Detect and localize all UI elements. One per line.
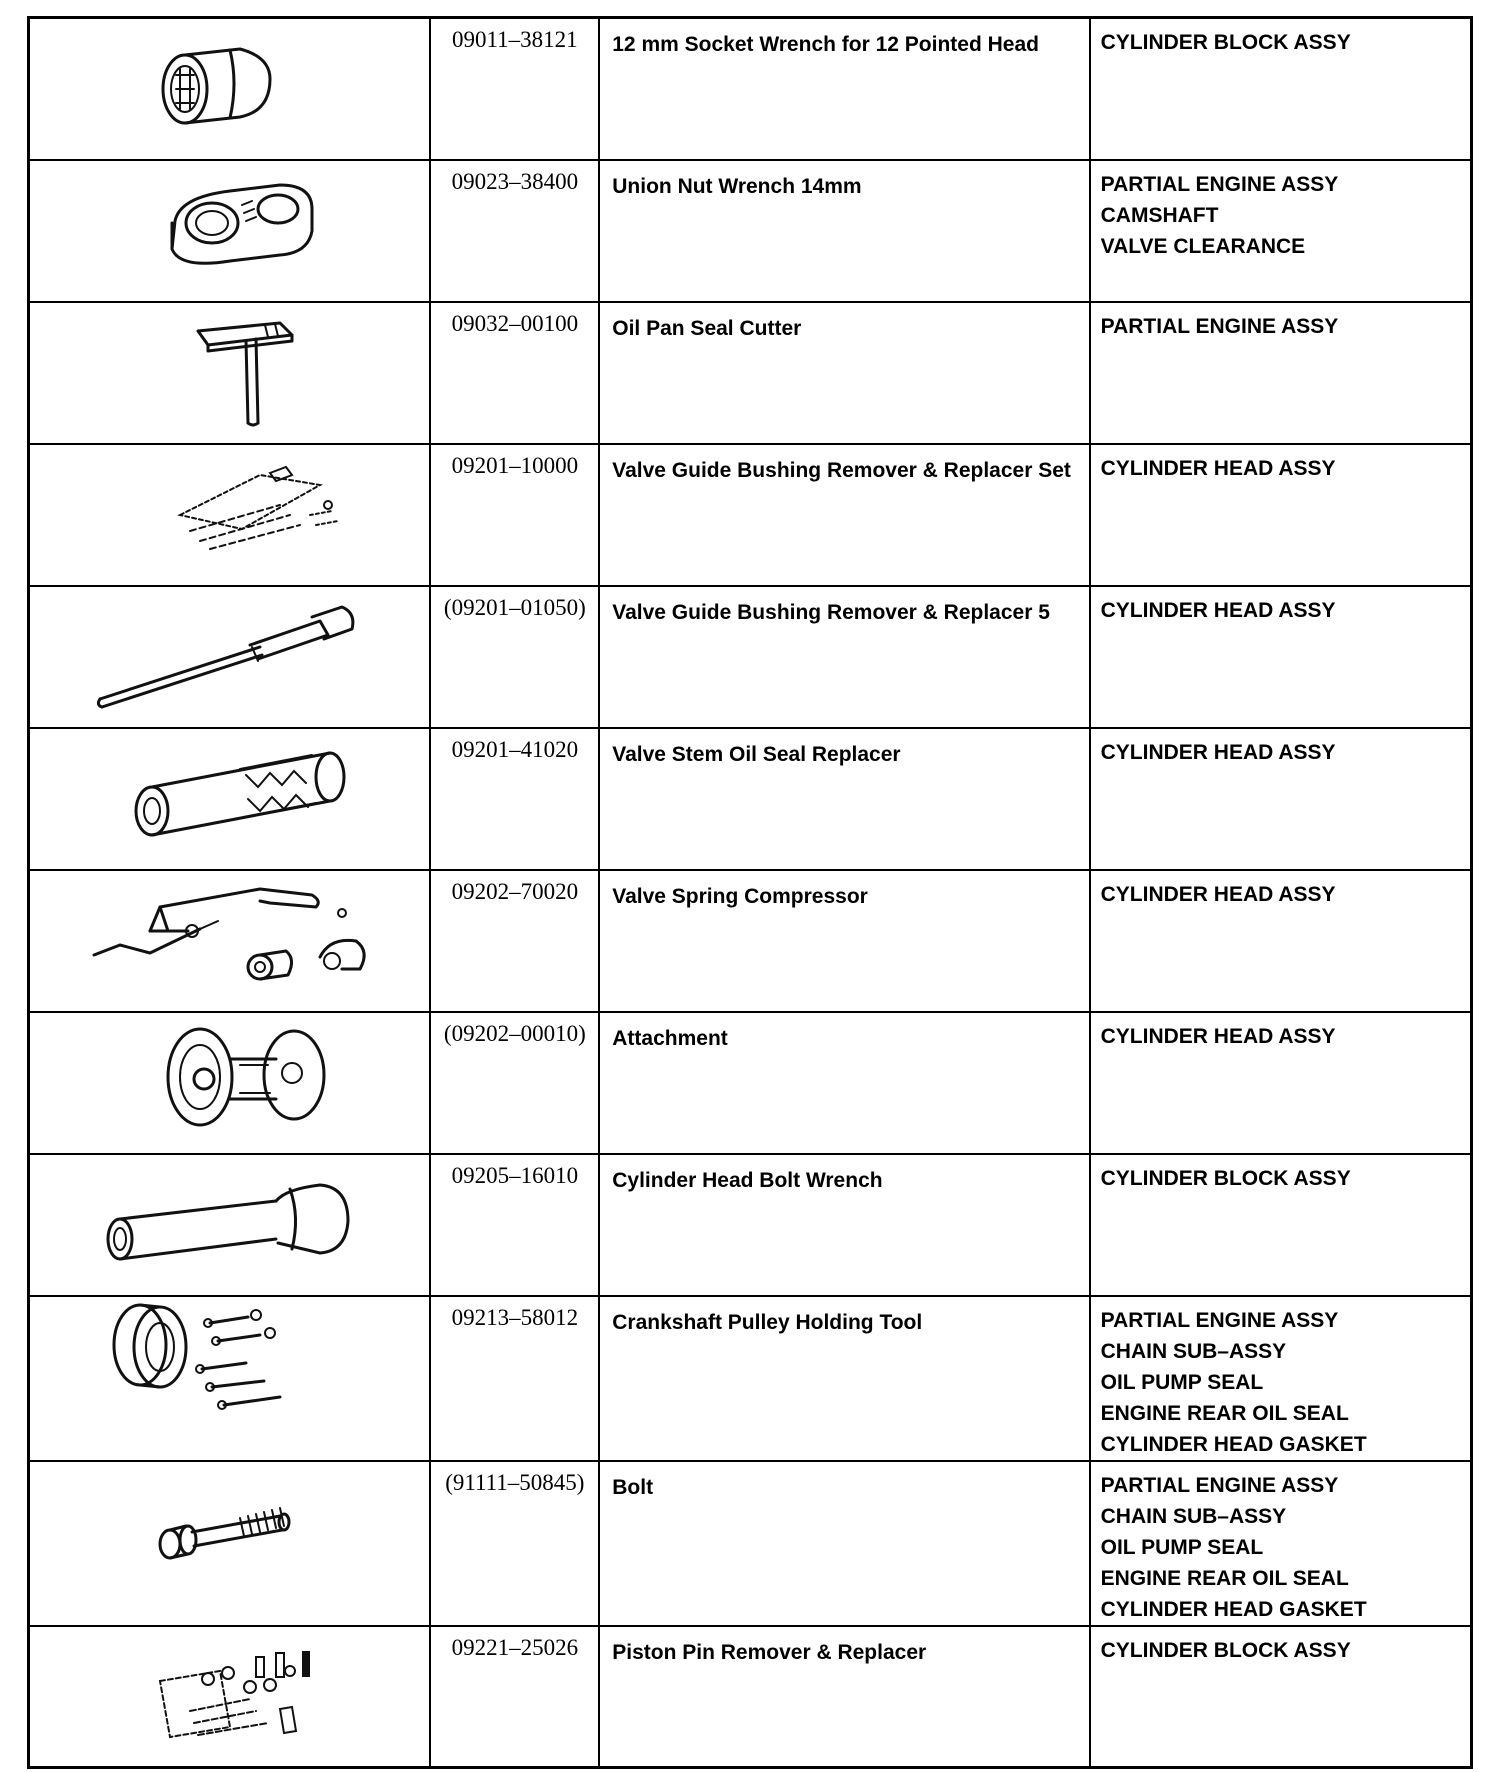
table-row xyxy=(29,728,1472,870)
part-number: 09201–10000 xyxy=(451,452,579,478)
used-for-list xyxy=(1091,161,1470,262)
attachment-illustration xyxy=(80,1013,380,1141)
special-service-tools-table xyxy=(27,16,1473,1769)
used-for-item: PARTIAL ENGINE ASSY xyxy=(1100,1473,1339,1497)
table-row xyxy=(29,870,1472,1012)
used-for-item: CYLINDER HEAD ASSY xyxy=(1100,598,1336,622)
part-name: Piston Pin Remover & Replacer xyxy=(612,1640,927,1664)
used-for-item: CYLINDER HEAD ASSY xyxy=(1100,1024,1336,1048)
used-for-list xyxy=(1091,445,1470,484)
part-name: Bolt xyxy=(612,1475,654,1499)
tool-illustration-cell xyxy=(29,728,431,870)
part-name: Union Nut Wrench 14mm xyxy=(612,174,862,198)
part-name: Attachment xyxy=(612,1026,728,1050)
used-for-item: CYLINDER HEAD ASSY xyxy=(1100,456,1336,480)
table-row xyxy=(29,1296,1472,1461)
part-number: 09201–41020 xyxy=(451,736,579,762)
used-for-list xyxy=(1091,729,1470,768)
tool-illustration-cell xyxy=(29,18,431,160)
used-for-item: ENGINE REAR OIL SEAL xyxy=(1100,1566,1349,1590)
used-for-item: ENGINE REAR OIL SEAL xyxy=(1100,1401,1349,1425)
used-for-item: PARTIAL ENGINE ASSY xyxy=(1100,172,1339,196)
socket-wrench-illustration xyxy=(80,19,380,147)
table-row xyxy=(29,1154,1472,1296)
used-for-item: CYLINDER BLOCK ASSY xyxy=(1100,1166,1351,1190)
part-number: 09205–16010 xyxy=(451,1162,579,1188)
table-row xyxy=(29,586,1472,728)
used-for-list xyxy=(1091,1013,1470,1052)
part-name: Crankshaft Pulley Holding Tool xyxy=(612,1310,923,1334)
pulley-holding-tool-illustration xyxy=(80,1297,380,1425)
used-for-list xyxy=(1091,587,1470,626)
table-row xyxy=(29,18,1472,160)
seal-cutter-illustration xyxy=(80,303,380,431)
used-for-list xyxy=(1091,1462,1470,1625)
head-bolt-wrench-illustration xyxy=(80,1155,380,1283)
table-row xyxy=(29,1012,1472,1154)
part-name: Valve Guide Bushing Remover & Replacer Set xyxy=(612,458,1071,482)
part-number: 09213–58012 xyxy=(451,1304,579,1330)
used-for-item: VALVE CLEARANCE xyxy=(1100,234,1306,258)
table-row xyxy=(29,1461,1472,1626)
used-for-list xyxy=(1091,1627,1470,1666)
used-for-item: CYLINDER HEAD ASSY xyxy=(1100,882,1336,906)
used-for-item: CYLINDER BLOCK ASSY xyxy=(1100,1638,1351,1662)
union-nut-wrench-illustration xyxy=(80,161,380,289)
used-for-item: PARTIAL ENGINE ASSY xyxy=(1100,1308,1339,1332)
used-for-list xyxy=(1091,871,1470,910)
tool-illustration-cell xyxy=(29,160,431,302)
part-name: Oil Pan Seal Cutter xyxy=(612,316,802,340)
part-number: 09011–38121 xyxy=(452,27,578,52)
tool-illustration-cell xyxy=(29,1296,431,1461)
part-name: Valve Stem Oil Seal Replacer xyxy=(612,742,901,766)
part-name: Cylinder Head Bolt Wrench xyxy=(612,1168,883,1192)
tool-illustration-cell xyxy=(29,1154,431,1296)
used-for-list xyxy=(1091,303,1470,342)
tool-illustration-cell xyxy=(29,586,431,728)
table-row xyxy=(29,1626,1472,1768)
used-for-item: PARTIAL ENGINE ASSY xyxy=(1100,314,1339,338)
part-number: 09202–70020 xyxy=(451,878,579,904)
used-for-item: CYLINDER BLOCK ASSY xyxy=(1100,31,1351,54)
part-number: (91111–50845) xyxy=(445,1469,585,1495)
used-for-item: CAMSHAFT xyxy=(1100,203,1219,227)
used-for-list xyxy=(1091,1297,1470,1460)
tool-illustration-cell xyxy=(29,870,431,1012)
part-name: Valve Spring Compressor xyxy=(612,884,868,908)
used-for-item: OIL PUMP SEAL xyxy=(1100,1370,1264,1394)
valve-spring-compressor-illustration xyxy=(80,871,380,999)
part-number: (09202–00010) xyxy=(443,1020,586,1046)
part-name: Valve Guide Bushing Remover & Replacer 5 xyxy=(612,600,1050,624)
used-for-item: OIL PUMP SEAL xyxy=(1100,1535,1264,1559)
remover-replacer-rod-illustration xyxy=(80,587,380,715)
tool-illustration-cell xyxy=(29,1626,431,1768)
tool-illustration-cell xyxy=(29,1012,431,1154)
part-number: 09221–25026 xyxy=(451,1634,579,1660)
oil-seal-replacer-illustration xyxy=(80,729,380,857)
part-number: 09032–00100 xyxy=(451,310,579,336)
part-number: (09201–01050) xyxy=(443,594,586,620)
part-number: 09023–38400 xyxy=(451,168,579,194)
used-for-item: CHAIN SUB–ASSY xyxy=(1100,1504,1287,1528)
table-row xyxy=(29,302,1472,444)
used-for-item: CHAIN SUB–ASSY xyxy=(1100,1339,1287,1363)
tool-illustration-cell xyxy=(29,444,431,586)
used-for-list xyxy=(1091,19,1470,58)
used-for-item: CYLINDER HEAD GASKET xyxy=(1100,1432,1367,1456)
bolt-illustration xyxy=(80,1462,380,1590)
bushing-set-illustration xyxy=(80,445,380,573)
tool-illustration-cell xyxy=(29,1461,431,1626)
used-for-item: CYLINDER HEAD GASKET xyxy=(1100,1597,1367,1621)
used-for-list xyxy=(1091,1155,1470,1194)
part-name: 12 mm Socket Wrench for 12 Pointed Head xyxy=(612,33,1039,56)
piston-pin-tool-set-illustration xyxy=(80,1627,380,1755)
tool-illustration-cell xyxy=(29,302,431,444)
table-row xyxy=(29,444,1472,586)
used-for-item: CYLINDER HEAD ASSY xyxy=(1100,740,1336,764)
table-row xyxy=(29,160,1472,302)
